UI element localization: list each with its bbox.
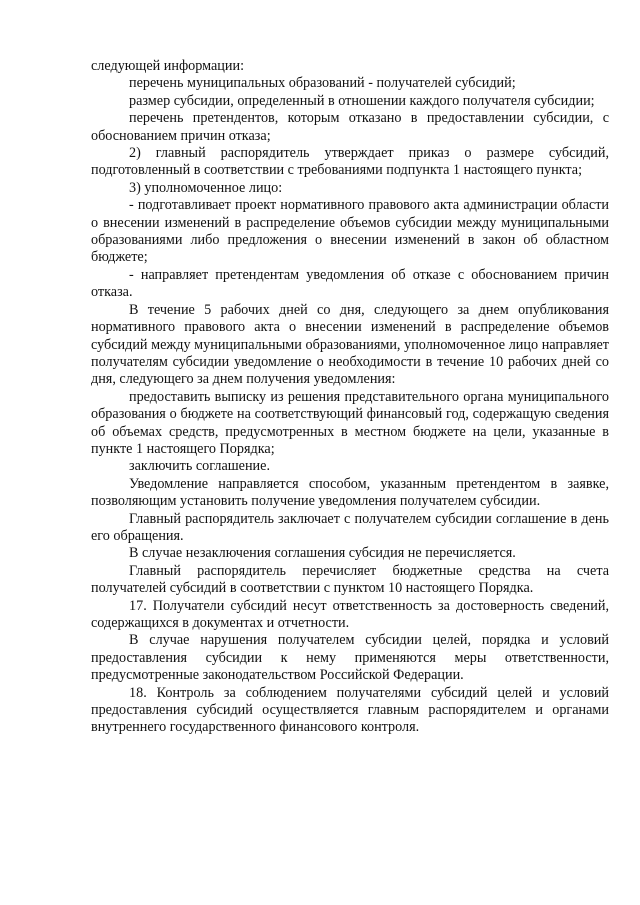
paragraph-item-17: 17. Получатели субсидий несут ответственность за достоверность сведений, содержащихся в документах и отчетности. bbox=[91, 597, 609, 631]
paragraph-agreement-day: Главный распорядитель заключает с получателем субсидии соглашение в день его обращения. bbox=[91, 510, 609, 544]
paragraph-no-agreement: В случае незаключения соглашения субсидия не перечисляется. bbox=[129, 545, 516, 562]
paragraph-continuation: следующей информации: bbox=[91, 58, 245, 74]
document-body bbox=[91, 58, 609, 737]
paragraph-provide-extract: предоставить выписку из решения представительного органа муниципального образования о бюджете на соответствующий финансовый год, содержащую сведения об объемах средств, предусмотренных в местном бюджете на цели, указанные в пункте 1 настоящего Порядка; bbox=[91, 388, 609, 457]
paragraph-item-3: 3) уполномоченное лицо: bbox=[129, 179, 283, 196]
paragraph-item-2: 2) главный распорядитель утверждает приказ о размере субсидий, подготовленный в соответствии с требованиями подпункта 1 настоящего пункта; bbox=[91, 145, 609, 179]
paragraph-conclude-agreement: заключить соглашение. bbox=[129, 458, 270, 475]
paragraph-notification-method: Уведомление направляется способом, указанным претендентом в заявке, позволяющим установить получение уведомления получателем субсидии. bbox=[91, 475, 609, 510]
paragraph-list-municipalities: перечень муниципальных образований - получателей субсидий; bbox=[129, 75, 516, 92]
paragraph-send-refusal: - направляет претендентам уведомления об отказе с обоснованием причин отказа. bbox=[91, 266, 609, 301]
paragraph-transfer-funds: Главный распорядитель перечисляет бюджетные средства на счета получателей субсидий в соответствии с пунктом 10 настоящего Порядка. bbox=[91, 562, 609, 597]
paragraph-violation: В случае нарушения получателем субсидии целей, порядка и условий предоставления субсидии к нему применяются меры ответственности, предусмотренные законодательством Российской Федерации. bbox=[91, 632, 609, 684]
paragraph-subsidy-size: размер субсидии, определенный в отношении каждого получателя субсидии; bbox=[129, 92, 595, 109]
paragraph-within-5-days: В течение 5 рабочих дней со дня, следующего за днем опубликования нормативного правового акта о внесении изменений в распределение объемов субсидий между муниципальными образованиями, уполномоченное лицо направляет получателям субсидии уведомление о необходимости в течение 10 рабочих дней со дня, следующего за днем получения уведомления: bbox=[91, 301, 609, 388]
paragraph-rejected-applicants: перечень претендентов, которым отказано в предоставлении субсидии, с обоснованием причин отказа; bbox=[91, 110, 609, 144]
paragraph-prepare-draft: - подготавливает проект нормативного правового акта администрации области о внесении изменений в распределение объемов субсидии между муниципальными образованиями либо предложения о внесении изменений в закон об областном бюджете; bbox=[91, 197, 609, 266]
paragraph-item-18: 18. Контроль за соблюдением получателями субсидий целей и условий предоставления субсидий осуществляется главным распорядителем и органами внутреннего государственного финансового контроля. bbox=[91, 684, 609, 736]
